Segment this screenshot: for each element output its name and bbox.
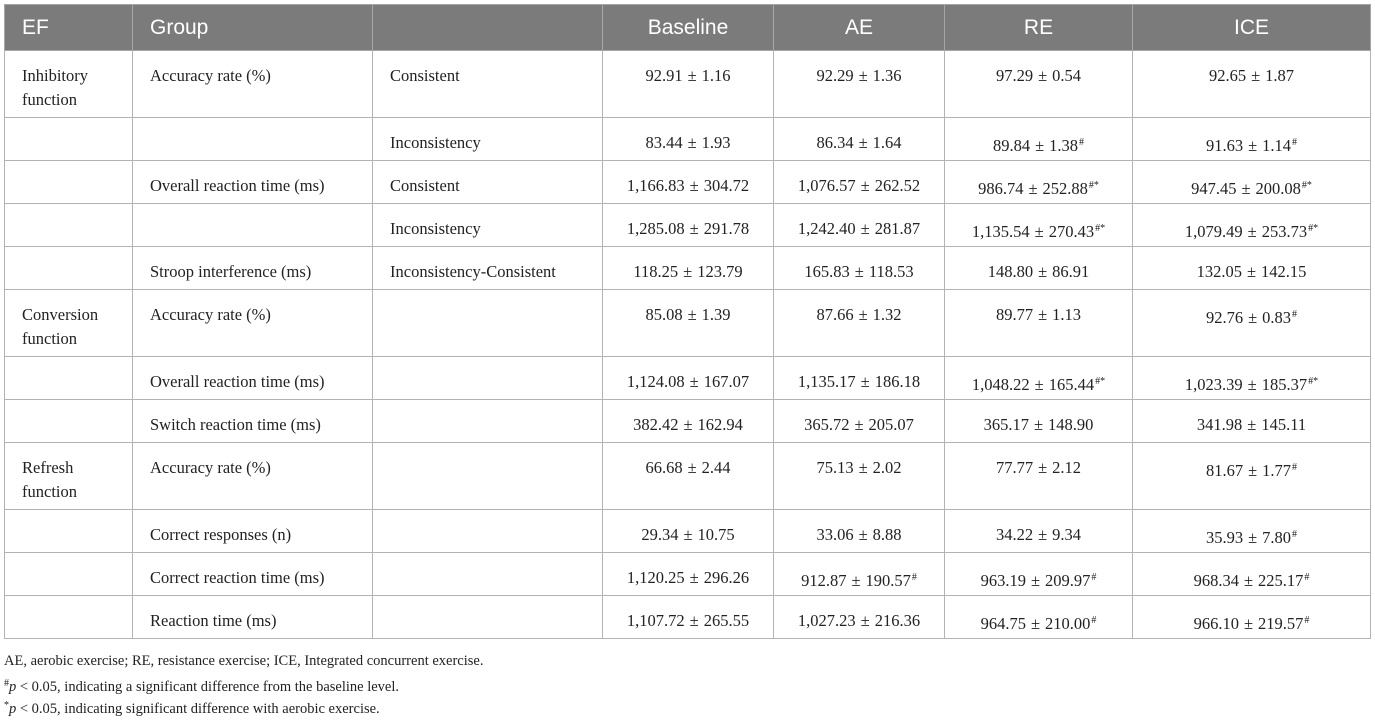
mean-value: 986.74	[978, 179, 1024, 198]
sd-value: 281.87	[874, 219, 921, 238]
mean-value: 1,135.54	[971, 222, 1030, 241]
group-cell: Accuracy rate (%)	[133, 443, 373, 510]
mean-value: 97.29	[995, 66, 1034, 85]
mean-value: 912.87	[801, 571, 847, 590]
significance-mark: #	[1292, 529, 1298, 540]
mean-value: 382.42	[633, 415, 679, 434]
header-baseline: Baseline	[603, 5, 774, 51]
ice-value-cell	[1133, 204, 1371, 247]
plus-minus-sign: ±	[1038, 262, 1048, 281]
mean-value: 77.77	[995, 458, 1034, 477]
group-cell: Stroop interference (ms)	[133, 247, 373, 290]
sd-value: 148.90	[1048, 415, 1094, 434]
significance-mark: #*	[1095, 223, 1106, 234]
plus-minus-sign: ±	[1241, 179, 1251, 198]
mean-value: 34.22	[995, 525, 1034, 544]
plus-minus-sign: ±	[1038, 66, 1048, 85]
baseline-value-cell	[603, 596, 774, 639]
sd-value: 209.97	[1045, 571, 1091, 590]
ae-value-cell	[774, 161, 945, 204]
mean-value: 1,107.72	[626, 611, 685, 630]
significance-mark: #	[1304, 615, 1310, 626]
sd-value: 9.34	[1052, 525, 1082, 544]
header-ae: AE	[774, 5, 945, 51]
sd-value: 1.36	[872, 66, 902, 85]
baseline-value-cell	[603, 510, 774, 553]
baseline-value-cell	[603, 51, 774, 118]
footnote-star	[4, 695, 483, 718]
group-cell: Reaction time (ms)	[133, 596, 373, 639]
group-cell: Overall reaction time (ms)	[133, 161, 373, 204]
plus-minus-sign: ±	[689, 568, 699, 587]
plus-minus-sign: ±	[858, 305, 868, 324]
sd-value: 2.02	[872, 458, 902, 477]
significance-mark: #	[1091, 615, 1097, 626]
ae-value-cell	[774, 553, 945, 596]
condition-cell: Consistent	[373, 51, 603, 118]
mean-value: 29.34	[641, 525, 679, 544]
group-cell: Overall reaction time (ms)	[133, 357, 373, 400]
mean-value: 83.44	[645, 133, 683, 152]
plus-minus-sign: ±	[1247, 375, 1257, 394]
re-value-cell	[945, 161, 1133, 204]
plus-minus-sign: ±	[1034, 375, 1044, 394]
condition-cell	[373, 553, 603, 596]
mean-value: 963.19	[980, 571, 1026, 590]
plus-minus-sign: ±	[1248, 136, 1258, 155]
sd-value: 216.36	[874, 611, 921, 630]
mean-value: 89.77	[995, 305, 1034, 324]
significance-mark: #	[1292, 137, 1298, 148]
mean-value: 947.45	[1191, 179, 1237, 198]
sd-value: 1.32	[872, 305, 902, 324]
group-cell: Correct reaction time (ms)	[133, 553, 373, 596]
ice-value-cell	[1133, 553, 1371, 596]
sd-value: 1.64	[872, 133, 902, 152]
table-row	[5, 443, 1371, 510]
group-cell: Accuracy rate (%)	[133, 51, 373, 118]
baseline-value-cell	[603, 553, 774, 596]
ae-value-cell	[774, 510, 945, 553]
ae-value-cell	[774, 51, 945, 118]
table-row	[5, 161, 1371, 204]
ef-cell	[5, 247, 133, 290]
re-value-cell	[945, 510, 1133, 553]
plus-minus-sign: ±	[689, 372, 699, 391]
significance-mark: #	[1292, 309, 1298, 320]
plus-minus-sign: ±	[1248, 308, 1258, 327]
table-footnotes	[4, 650, 483, 718]
ice-value-cell	[1133, 290, 1371, 357]
ef-cell	[5, 204, 133, 247]
mean-value: 87.66	[816, 305, 854, 324]
baseline-value-cell	[603, 443, 774, 510]
ice-value-cell	[1133, 357, 1371, 400]
plus-minus-sign: ±	[683, 415, 693, 434]
mean-value: 35.93	[1205, 528, 1244, 547]
sd-value: 0.83	[1262, 308, 1292, 327]
sd-value: 253.73	[1261, 222, 1308, 241]
plus-minus-sign: ±	[860, 219, 870, 238]
group-cell	[133, 118, 373, 161]
re-value-cell	[945, 400, 1133, 443]
plus-minus-sign: ±	[1247, 222, 1257, 241]
mean-value: 966.10	[1193, 614, 1239, 633]
ef-cell	[5, 596, 133, 639]
ef-cell	[5, 553, 133, 596]
sd-value: 2.44	[701, 458, 731, 477]
header-row	[5, 5, 1371, 51]
condition-cell	[373, 596, 603, 639]
mean-value: 1,023.39	[1184, 375, 1243, 394]
plus-minus-sign: ±	[689, 176, 699, 195]
plus-minus-sign: ±	[1243, 614, 1254, 633]
mean-value: 1,120.25	[626, 568, 685, 587]
plus-minus-sign: ±	[854, 415, 864, 434]
footnote-hash-p: p	[9, 678, 17, 695]
table-row	[5, 553, 1371, 596]
header-re: RE	[945, 5, 1133, 51]
ice-value-cell	[1133, 596, 1371, 639]
plus-minus-sign: ±	[858, 458, 868, 477]
table-body	[5, 51, 1371, 639]
sd-value: 1.16	[701, 66, 731, 85]
ae-value-cell	[774, 596, 945, 639]
plus-minus-sign: ±	[860, 372, 870, 391]
ae-value-cell	[774, 118, 945, 161]
sd-value: 2.12	[1052, 458, 1082, 477]
sd-value: 262.52	[874, 176, 921, 195]
sd-value: 210.00	[1045, 614, 1091, 633]
sd-value: 165.44	[1048, 375, 1095, 394]
mean-value: 1,076.57	[797, 176, 856, 195]
header-group: Group	[133, 5, 373, 51]
plus-minus-sign: ±	[1035, 136, 1045, 155]
mean-value: 92.65	[1208, 66, 1247, 85]
footnote-star-p: p	[9, 701, 17, 717]
ef-cell: Conversion function	[5, 290, 133, 357]
header-ef: EF	[5, 5, 133, 51]
table-row	[5, 247, 1371, 290]
table-row	[5, 596, 1371, 639]
table-row	[5, 290, 1371, 357]
condition-cell: Inconsistency	[373, 204, 603, 247]
sd-value: 145.11	[1261, 415, 1307, 434]
sd-value: 7.80	[1262, 528, 1292, 547]
plus-minus-sign: ±	[1251, 66, 1261, 85]
sd-value: 167.07	[703, 372, 750, 391]
significance-mark: #	[1079, 137, 1085, 148]
plus-minus-sign: ±	[1243, 571, 1254, 590]
ef-cell	[5, 161, 133, 204]
sd-value: 1.87	[1265, 66, 1295, 85]
ae-value-cell	[774, 204, 945, 247]
baseline-value-cell	[603, 290, 774, 357]
plus-minus-sign: ±	[1247, 415, 1257, 434]
baseline-value-cell	[603, 161, 774, 204]
condition-cell	[373, 357, 603, 400]
table-row	[5, 204, 1371, 247]
significance-mark: #*	[1308, 223, 1319, 234]
sd-value: 291.78	[703, 219, 750, 238]
plus-minus-sign: ±	[1038, 305, 1048, 324]
mean-value: 1,166.83	[626, 176, 685, 195]
mean-value: 148.80	[987, 262, 1034, 281]
re-value-cell	[945, 204, 1133, 247]
plus-minus-sign: ±	[1038, 525, 1048, 544]
significance-mark: #*	[1095, 376, 1106, 387]
condition-cell: Inconsistency	[373, 118, 603, 161]
mean-value: 365.17	[983, 415, 1029, 434]
sd-value: 265.55	[703, 611, 750, 630]
plus-minus-sign: ±	[858, 133, 868, 152]
mean-value: 165.83	[804, 262, 850, 281]
ef-cell	[5, 118, 133, 161]
mean-value: 964.75	[980, 614, 1026, 633]
sd-value: 162.94	[697, 415, 743, 434]
plus-minus-sign: ±	[858, 525, 868, 544]
re-value-cell	[945, 290, 1133, 357]
header-ice: ICE	[1133, 5, 1371, 51]
mean-value: 1,124.08	[626, 372, 685, 391]
sd-value: 1.39	[701, 305, 731, 324]
sd-value: 296.26	[703, 568, 750, 587]
mean-value: 1,285.08	[626, 219, 685, 238]
sd-value: 0.54	[1052, 66, 1082, 85]
ice-value-cell	[1133, 510, 1371, 553]
mean-value: 91.63	[1205, 136, 1244, 155]
sd-value: 1.77	[1262, 461, 1292, 480]
ef-cell	[5, 357, 133, 400]
ef-cell	[5, 400, 133, 443]
sd-value: 1.14	[1262, 136, 1292, 155]
mean-value: 968.34	[1193, 571, 1239, 590]
significance-mark: #	[1292, 462, 1298, 473]
mean-value: 89.84	[992, 136, 1031, 155]
group-cell: Accuracy rate (%)	[133, 290, 373, 357]
sd-value: 123.79	[697, 262, 743, 281]
plus-minus-sign: ±	[687, 305, 697, 324]
mean-value: 86.34	[816, 133, 854, 152]
mean-value: 1,048.22	[971, 375, 1030, 394]
re-value-cell	[945, 118, 1133, 161]
results-table	[4, 4, 1371, 639]
sd-value: 10.75	[697, 525, 735, 544]
baseline-value-cell	[603, 204, 774, 247]
sd-value: 304.72	[703, 176, 750, 195]
table-row	[5, 118, 1371, 161]
footnote-star-symbol: *	[4, 700, 9, 711]
sd-value: 1.13	[1052, 305, 1082, 324]
sd-value: 200.08	[1255, 179, 1301, 198]
plus-minus-sign: ±	[858, 66, 868, 85]
mean-value: 1,079.49	[1184, 222, 1243, 241]
sd-value: 186.18	[874, 372, 921, 391]
plus-minus-sign: ±	[683, 525, 693, 544]
mean-value: 85.08	[645, 305, 683, 324]
plus-minus-sign: ±	[689, 611, 699, 630]
plus-minus-sign: ±	[1034, 222, 1044, 241]
ice-value-cell	[1133, 161, 1371, 204]
baseline-value-cell	[603, 118, 774, 161]
ice-value-cell	[1133, 51, 1371, 118]
mean-value: 132.05	[1196, 262, 1242, 281]
footnote-hash-text: < 0.05, indicating a significant difference from the baseline level.	[16, 678, 400, 695]
sd-value: 270.43	[1048, 222, 1095, 241]
mean-value: 92.91	[645, 66, 683, 85]
significance-mark: #	[911, 572, 917, 583]
condition-cell	[373, 443, 603, 510]
sd-value: 225.17	[1258, 571, 1304, 590]
ae-value-cell	[774, 400, 945, 443]
plus-minus-sign: ±	[1028, 179, 1038, 198]
footnote-abbreviations: AE, aerobic exercise; RE, resistance exercise; ICE, Integrated concurrent exercise.	[4, 653, 484, 669]
significance-mark: #*	[1088, 180, 1099, 191]
plus-minus-sign: ±	[1248, 528, 1258, 547]
mean-value: 365.72	[804, 415, 850, 434]
sd-value: 86.91	[1052, 262, 1090, 281]
mean-value: 1,242.40	[797, 219, 856, 238]
table-row	[5, 51, 1371, 118]
condition-cell	[373, 290, 603, 357]
ae-value-cell	[774, 290, 945, 357]
ae-value-cell	[774, 443, 945, 510]
group-cell: Switch reaction time (ms)	[133, 400, 373, 443]
plus-minus-sign: ±	[854, 262, 864, 281]
sd-value: 185.37	[1261, 375, 1308, 394]
significance-mark: #	[1304, 572, 1310, 583]
mean-value: 75.13	[816, 458, 854, 477]
condition-cell: Consistent	[373, 161, 603, 204]
mean-value: 81.67	[1205, 461, 1244, 480]
table-row	[5, 357, 1371, 400]
table-row	[5, 510, 1371, 553]
condition-cell	[373, 400, 603, 443]
mean-value: 92.76	[1205, 308, 1244, 327]
ef-cell: Inhibitory function	[5, 51, 133, 118]
baseline-value-cell	[603, 247, 774, 290]
plus-minus-sign: ±	[1248, 461, 1258, 480]
footnote-star-text: < 0.05, indicating significant difference with aerobic exercise.	[16, 701, 380, 717]
ef-cell	[5, 510, 133, 553]
significance-mark: #	[1091, 572, 1097, 583]
plus-minus-sign: ±	[1246, 262, 1257, 281]
condition-cell: Inconsistency-Consistent	[373, 247, 603, 290]
plus-minus-sign: ±	[687, 133, 697, 152]
sd-value: 190.57	[865, 571, 911, 590]
plus-minus-sign: ±	[860, 611, 870, 630]
group-cell: Correct responses (n)	[133, 510, 373, 553]
sd-value: 205.07	[868, 415, 914, 434]
re-value-cell	[945, 247, 1133, 290]
sd-value: 1.38	[1049, 136, 1079, 155]
ef-cell: Refresh function	[5, 443, 133, 510]
sd-value: 1.93	[701, 133, 731, 152]
sd-value: 118.53	[868, 262, 914, 281]
re-value-cell	[945, 553, 1133, 596]
group-cell	[133, 204, 373, 247]
mean-value: 66.68	[645, 458, 683, 477]
plus-minus-sign: ±	[860, 176, 870, 195]
plus-minus-sign: ±	[687, 66, 697, 85]
plus-minus-sign: ±	[851, 571, 861, 590]
footnote-hash-symbol: #	[4, 677, 9, 689]
condition-cell	[373, 510, 603, 553]
sd-value: 252.88	[1042, 179, 1088, 198]
ae-value-cell	[774, 357, 945, 400]
ae-value-cell	[774, 247, 945, 290]
plus-minus-sign: ±	[1030, 571, 1041, 590]
re-value-cell	[945, 51, 1133, 118]
significance-mark: #*	[1301, 180, 1312, 191]
ice-value-cell	[1133, 118, 1371, 161]
baseline-value-cell	[603, 400, 774, 443]
plus-minus-sign: ±	[1030, 614, 1041, 633]
mean-value: 92.29	[816, 66, 854, 85]
ice-value-cell	[1133, 443, 1371, 510]
plus-minus-sign: ±	[687, 458, 697, 477]
plus-minus-sign: ±	[1038, 458, 1048, 477]
re-value-cell	[945, 596, 1133, 639]
ice-value-cell	[1133, 400, 1371, 443]
baseline-value-cell	[603, 357, 774, 400]
mean-value: 1,027.23	[797, 611, 856, 630]
header-condition	[373, 5, 603, 51]
sd-value: 142.15	[1261, 262, 1307, 281]
sd-value: 219.57	[1258, 614, 1304, 633]
plus-minus-sign: ±	[1033, 415, 1044, 434]
sd-value: 8.88	[872, 525, 902, 544]
table-row	[5, 400, 1371, 443]
mean-value: 341.98	[1196, 415, 1243, 434]
ice-value-cell	[1133, 247, 1371, 290]
mean-value: 33.06	[816, 525, 854, 544]
mean-value: 1,135.17	[797, 372, 856, 391]
significance-mark: #*	[1308, 376, 1319, 387]
footnote-hash	[4, 673, 483, 696]
mean-value: 118.25	[633, 262, 679, 281]
re-value-cell	[945, 443, 1133, 510]
plus-minus-sign: ±	[683, 262, 693, 281]
plus-minus-sign: ±	[689, 219, 699, 238]
re-value-cell	[945, 357, 1133, 400]
